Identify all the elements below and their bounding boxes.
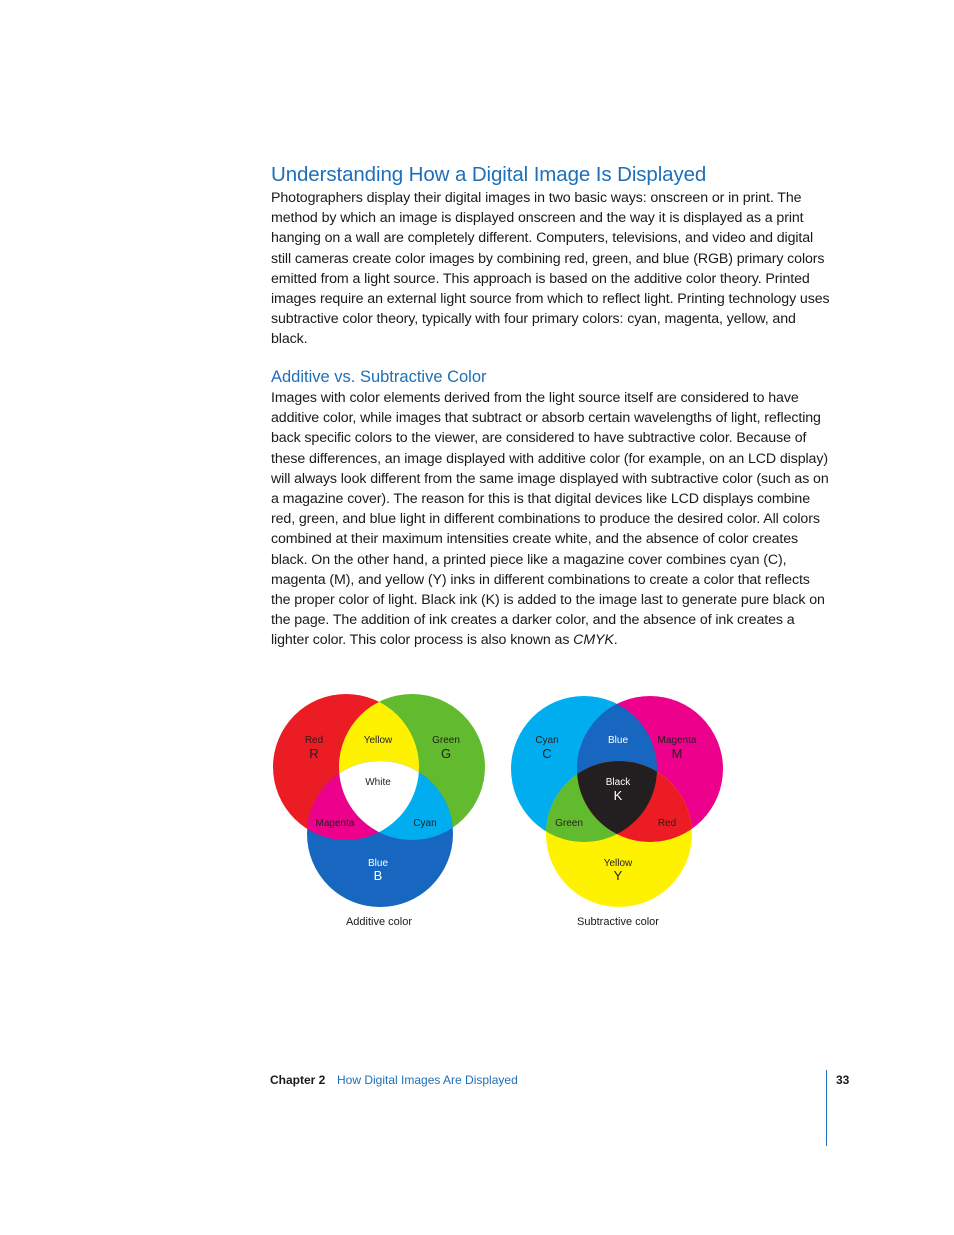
additive-green-label: Green bbox=[432, 735, 460, 746]
additive-white-label: White bbox=[365, 777, 391, 788]
cmyk-term: CMYK bbox=[573, 632, 614, 649]
subtractive-magenta-label: Magenta bbox=[657, 735, 697, 746]
footer-chapter-title: How Digital Images Are Displayed bbox=[337, 1073, 518, 1087]
additive-venn bbox=[273, 694, 485, 907]
additive-blue-letter: B bbox=[373, 868, 383, 883]
subtractive-yellow-label: Yellow bbox=[603, 858, 633, 869]
subtractive-cyan-letter: C bbox=[542, 746, 552, 761]
subtractive-black-label: Black bbox=[605, 777, 631, 788]
subtractive-yellow-letter: Y bbox=[613, 868, 623, 883]
additive-red-letter: R bbox=[309, 746, 319, 761]
subtractive-venn bbox=[511, 696, 723, 907]
subtractive-caption: Subtractive color bbox=[577, 916, 659, 928]
additive-yellow-label: Yellow bbox=[363, 735, 393, 746]
section-paragraph-text: Images with color elements derived from the light source itself are considered to have additive color, while images that subtract or absorb certain wavelengths of light, reflecting back specific colors to the viewer, are considered to have subtractive color. Because of these differences, an image displayed with additive color (for example, on an LCD display) will always look different from the same image displayed with subtractive color (such as on a magazine cover). The reason for this is that digital devices like LCD displays combine red, green, and blue light in different combinations to produce the desired color. All colors combined at their maximum intensities create white, and the absence of color creates black. On the other hand, a printed piece like a magazine cover combines cyan (C), magenta (M), and yellow (Y) inks in different combinations to create a color that reflects the proper color of light. Black ink (K) is added to the image last to generate pure black on the page. The addition of ink creates a darker color, and the absence of ink creates a lighter color. This color process is also known as bbox=[271, 390, 829, 649]
footer-chapter-label: Chapter 2 bbox=[270, 1073, 326, 1087]
additive-cyan-label: Cyan bbox=[413, 818, 437, 829]
page-number: 33 bbox=[836, 1073, 850, 1087]
subtractive-green-label: Green bbox=[555, 818, 583, 829]
footer-divider bbox=[826, 1070, 827, 1146]
additive-red-label: Red bbox=[304, 735, 324, 746]
additive-blue-label: Blue bbox=[367, 858, 389, 869]
additive-magenta-label: Magenta bbox=[315, 818, 355, 829]
section-heading: Additive vs. Subtractive Color bbox=[271, 368, 487, 386]
subtractive-blue-label: Blue bbox=[607, 735, 629, 746]
page-title: Understanding How a Digital Image Is Displayed bbox=[271, 163, 707, 186]
additive-caption: Additive color bbox=[345, 916, 413, 928]
subtractive-black-letter: K bbox=[613, 788, 623, 803]
subtractive-red-label: Red bbox=[657, 818, 677, 829]
subtractive-cyan-label: Cyan bbox=[535, 735, 559, 746]
additive-green-letter: G bbox=[440, 746, 452, 761]
intro-paragraph: Photographers display their digital images in two basic ways: onscreen or in print. The method by which an image is displayed onscreen and the way it is displayed as a print hanging on a wall are completely different. Computers, televisions, and video and digital still cameras create color images by combining red, green, and blue (RGB) primary colors emitted from a light source. This approach is based on the additive color theory. Printed images require an external light source from which to reflect light. Printing technology uses subtractive color theory, typically with four primary colors: cyan, magenta, yellow, and black. bbox=[271, 190, 830, 348]
section-paragraph-end: . bbox=[613, 632, 618, 649]
subtractive-magenta-letter: M bbox=[671, 746, 683, 761]
